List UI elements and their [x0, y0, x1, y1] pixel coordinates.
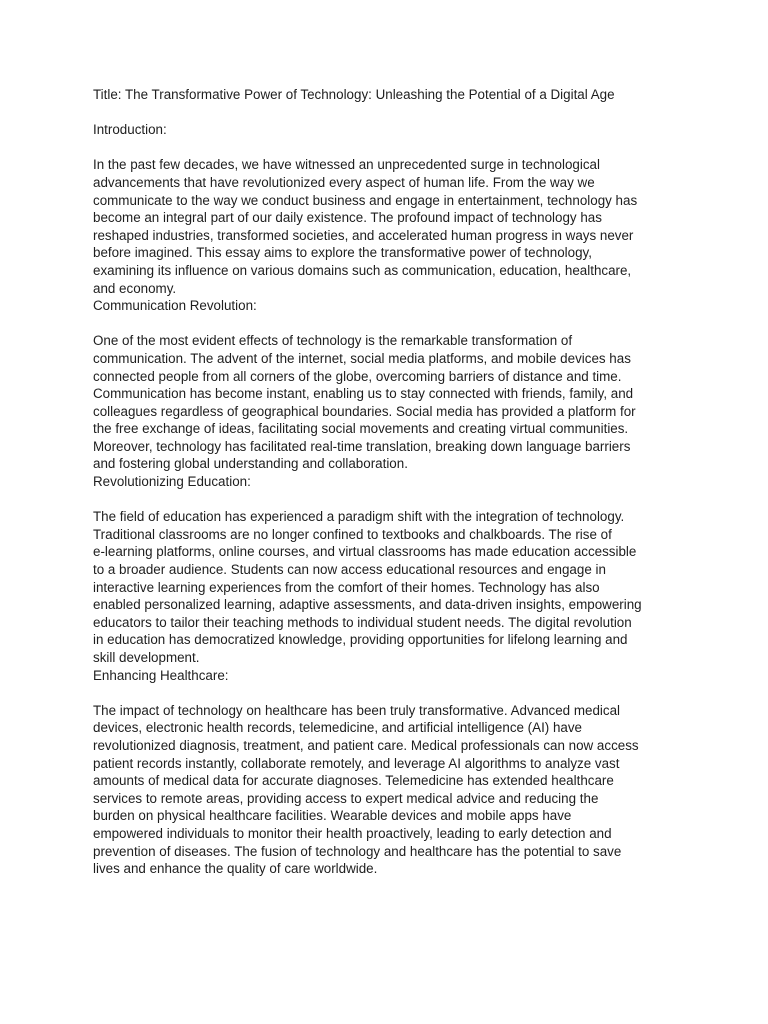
paragraph-line: colleagues regardless of geographical boundaries. Social media has provided a platform for: [93, 403, 636, 419]
section-heading: Enhancing Healthcare:: [93, 667, 229, 683]
paragraph-line: Communication has become instant, enabling us to stay connected with friends, family, and: [93, 386, 634, 402]
section-paragraph: [93, 156, 683, 297]
paragraph-line: In the past few decades, we have witnessed an unprecedented surge in technological: [93, 157, 600, 173]
paragraph-line: Traditional classrooms are no longer confined to textbooks and chalkboards. The rise of: [93, 526, 612, 542]
paragraph-line: skill development.: [93, 650, 200, 665]
paragraph-line: patient records instantly, collaborate remotely, and leverage AI algorithms to analyze vast: [93, 755, 620, 771]
paragraph-line: services to remote areas, providing access to expert medical advice and reducing the: [93, 790, 599, 806]
paragraph-line: e-learning platforms, online courses, and virtual classrooms has made education accessible: [93, 544, 637, 560]
paragraph-line: burden on physical healthcare facilities. Wearable devices and mobile apps have: [93, 808, 572, 824]
section-revolutionizing-education: [93, 473, 683, 667]
paragraph-line: reshaped industries, transformed societies, and accelerated human progress in ways never: [93, 227, 634, 243]
section-paragraph: [93, 332, 683, 473]
paragraph-line: become an integral part of our daily existence. The profound impact of technology has: [93, 210, 602, 226]
section-enhancing-healthcare: [93, 667, 683, 878]
section-introduction: [93, 121, 683, 297]
section-heading: Introduction:: [93, 122, 167, 138]
document-page: [93, 86, 683, 878]
paragraph-line: communication. The advent of the internet, social media platforms, and mobile devices has: [93, 350, 631, 366]
section-heading: Communication Revolution:: [93, 298, 257, 314]
paragraph-line: communicate to the way we conduct business and engage in entertainment, technology has: [93, 192, 638, 208]
paragraph-line: the free exchange of ideas, facilitating social movements and creating virtual communities.: [93, 421, 629, 437]
paragraph-line: revolutionized diagnosis, treatment, and patient care. Medical professionals can now access: [93, 737, 639, 753]
paragraph-line: advancements that have revolutionized every aspect of human life. From the way we: [93, 174, 595, 190]
paragraph-line: before imagined. This essay aims to explore the transformative power of technology,: [93, 245, 592, 261]
paragraph-line: The field of education has experienced a paradigm shift with the integration of technology.: [93, 509, 625, 525]
paragraph-line: lives and enhance the quality of care worldwide.: [93, 861, 378, 877]
paragraph-line: prevention of diseases. The fusion of technology and healthcare has the potential to save: [93, 843, 622, 859]
paragraph-line: amounts of medical data for accurate diagnoses. Telemedicine has extended healthcare: [93, 773, 614, 789]
section-paragraph: [93, 508, 683, 666]
paragraph-line: devices, electronic health records, telemedicine, and artificial intelligence (AI) have: [93, 720, 583, 736]
paragraph-line: The impact of technology on healthcare has been truly transformative. Advanced medical: [93, 702, 620, 718]
paragraph-line: to a broader audience. Students can now access educational resources and engage in: [93, 562, 606, 578]
paragraph-line: in education has democratized knowledge, providing opportunities for lifelong learning and: [93, 632, 628, 648]
paragraph-line: enabled personalized learning, adaptive assessments, and data-driven insights, empowering: [93, 597, 642, 613]
section-communication-revolution: [93, 297, 683, 473]
paragraph-line: examining its influence on various domains such as communication, education, healthcare,: [93, 262, 632, 278]
paragraph-line: and economy.: [93, 280, 177, 296]
paragraph-line: and fostering global understanding and collaboration.: [93, 456, 408, 472]
paragraph-line: connected people from all corners of the globe, overcoming barriers of distance and time.: [93, 368, 622, 384]
section-heading: Revolutionizing Education:: [93, 474, 251, 490]
paragraph-line: One of the most evident effects of technology is the remarkable transformation of: [93, 333, 573, 349]
paragraph-line: empowered individuals to monitor their health proactively, leading to early detection and: [93, 825, 612, 841]
section-paragraph: [93, 702, 683, 878]
document-title: Title: The Transformative Power of Technology: Unleashing the Potential of a Digital Age: [93, 87, 615, 102]
paragraph-line: Moreover, technology has facilitated real-time translation, breaking down language barriers: [93, 438, 631, 454]
paragraph-line: educators to tailor their teaching methods to individual student needs. The digital revolution: [93, 614, 632, 630]
paragraph-line: interactive learning experiences from the comfort of their homes. Technology has also: [93, 579, 600, 595]
